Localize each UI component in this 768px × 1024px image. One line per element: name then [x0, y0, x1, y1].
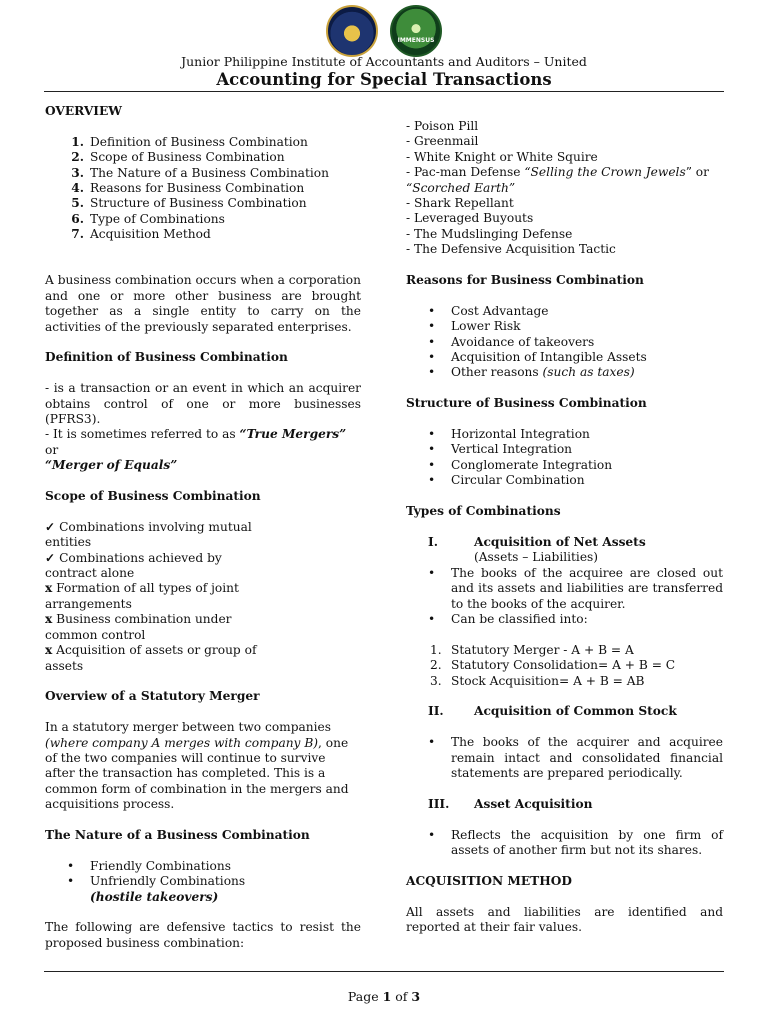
- hostile-note: (hostile takeovers): [90, 889, 219, 904]
- nature-item: • Friendly Combinations: [67, 858, 231, 873]
- right-column: [406, 119, 723, 935]
- scope-item: x Formation of all types of joint arrangements: [45, 581, 239, 611]
- class-item: 2. Statutory Consolidation= A + B = C: [430, 658, 676, 673]
- intro-paragraph: A business combination occurs when a corporation and one or more other business are brought together as a single entity to carry on the activities of the previously separated enterprises.: [45, 273, 361, 334]
- type-ii-bullet: • The books of the acquirer and acquiree remain intact and consolidated financial statements are prepared periodically.: [428, 735, 723, 780]
- defensive-intro: The following are defensive tactics to resist the proposed business combination:: [45, 920, 361, 950]
- acquisition-heading: ACQUISITION METHOD: [406, 873, 572, 888]
- class-item: 1. Statutory Merger - A + B = A: [430, 642, 634, 657]
- structure-item: • Horizontal Integration: [428, 427, 590, 442]
- tactic-item: - Poison Pill: [406, 119, 479, 133]
- definition-heading: Definition of Business Combination: [45, 350, 288, 365]
- structure-item: • Conglomerate Integration: [428, 457, 613, 472]
- tactic-item: - The Defensive Acquisition Tactic: [406, 242, 616, 257]
- immensus-logo-text: IMMENSUS: [397, 37, 435, 44]
- overview-item: 2. Scope of Business Combination: [71, 150, 285, 165]
- tactics-list: [406, 119, 723, 258]
- document-title: Accounting for Special Transactions: [216, 70, 552, 89]
- tactic-item: - Greenmail: [406, 134, 479, 149]
- overview-item: 5. Structure of Business Combination: [71, 196, 307, 211]
- type-i-heading: I. Acquisition of Net Assets: [428, 534, 646, 549]
- type-iii-heading: III. Asset Acquisition: [428, 796, 593, 811]
- scope-list: [45, 520, 361, 674]
- structure-item: • Circular Combination: [428, 473, 585, 488]
- structure-item: • Vertical Integration: [428, 442, 573, 457]
- definition-paragraph: - is a transaction or an event in which an acquirer obtains control of one or more businesses (PFRS3).: [45, 381, 361, 427]
- structure-heading: Structure of Business Combination: [406, 396, 647, 411]
- statutory-heading: Overview of a Statutory Merger: [45, 689, 260, 704]
- reason-item: • Other reasons (such as taxes): [428, 365, 635, 380]
- definition-aka: - It is sometimes referred to as “True Mergers” or “Merger of Equals”: [45, 427, 347, 473]
- tactic-item: - The Mudslinging Defense: [406, 226, 573, 241]
- type-ii-bullets: [406, 735, 723, 781]
- scope-item: x Business combination under common control: [45, 612, 232, 642]
- type-ii-heading: II. Acquisition of Common Stock: [428, 704, 677, 719]
- scope-item: x Acquisition of assets or group of assets: [45, 643, 257, 673]
- reason-item: • Cost Advantage: [428, 303, 549, 318]
- reasons-heading: Reasons for Business Combination: [406, 273, 644, 288]
- tactic-item: - Shark Repellant: [406, 196, 514, 211]
- overview-item: 6. Type of Combinations: [71, 211, 225, 226]
- type-i-bullet: • The books of the acquiree are closed out and its assets and liabilities are transferred to the books of the acquirer.: [428, 565, 723, 611]
- jpiaa-seal-logo: [326, 5, 378, 57]
- logo-row: [0, 5, 768, 57]
- immensus-logo: [390, 5, 442, 57]
- footer-divider: [44, 971, 724, 972]
- reason-item: • Acquisition of Intangible Assets: [428, 350, 647, 365]
- statutory-paragraph: In a statutory merger between two companies (where company A merges with company B), one of the two companies will continue to survive after the transaction has completed. This is a common form of combination in the mergers and acquisitions process.: [45, 720, 349, 812]
- scope-heading: Scope of Business Combination: [45, 489, 261, 504]
- overview-heading: OVERVIEW: [45, 104, 122, 118]
- type-i-classes: [406, 643, 723, 689]
- overview-list: [45, 135, 361, 243]
- type-iii-bullets: [406, 828, 723, 859]
- overview-item: 4. Reasons for Business Combination: [71, 181, 305, 196]
- tactic-item: - Pac-man Defense “Selling the Crown Jewels” or “Scorched Earth”: [406, 165, 709, 195]
- scope-item: ✓ Combinations involving mutual entities: [45, 519, 252, 550]
- left-column: [45, 104, 361, 951]
- page-footer: Page 1 of 3: [347, 989, 421, 1004]
- organization-name: Junior Philippine Institute of Accountants and Auditors – United: [181, 54, 587, 69]
- class-item: 3. Stock Acquisition= A + B = AB: [430, 673, 645, 688]
- nature-heading: The Nature of a Business Combination: [45, 827, 310, 842]
- scope-item: ✓ Combinations achieved by contract alone: [45, 550, 222, 581]
- document-header: [0, 54, 768, 90]
- reasons-list: [406, 304, 723, 381]
- tactic-item: - Leveraged Buyouts: [406, 211, 534, 226]
- type-i-bullets: [406, 566, 723, 628]
- header-divider: [44, 91, 724, 92]
- nature-list: [45, 859, 361, 890]
- structure-list: [406, 427, 723, 489]
- reason-item: • Avoidance of takeovers: [428, 334, 595, 349]
- acquisition-text: All assets and liabilities are identified and reported at their fair values.: [406, 904, 723, 934]
- type-i-bullet: • Can be classified into:: [428, 611, 588, 626]
- reason-item: • Lower Risk: [428, 319, 521, 334]
- overview-item: 7. Acquisition Method: [71, 227, 211, 242]
- overview-item: 1. Definition of Business Combination: [71, 134, 308, 149]
- overview-item: 3. The Nature of a Business Combination: [71, 165, 329, 180]
- type-iii-bullet: • Reflects the acquisition by one firm of assets of another firm but not its shares.: [428, 827, 723, 857]
- type-i-subtitle: (Assets – Liabilities): [474, 550, 599, 565]
- tactic-item: - White Knight or White Squire: [406, 149, 598, 164]
- types-heading: Types of Combinations: [406, 504, 561, 519]
- nature-item: • Unfriendly Combinations: [67, 874, 246, 889]
